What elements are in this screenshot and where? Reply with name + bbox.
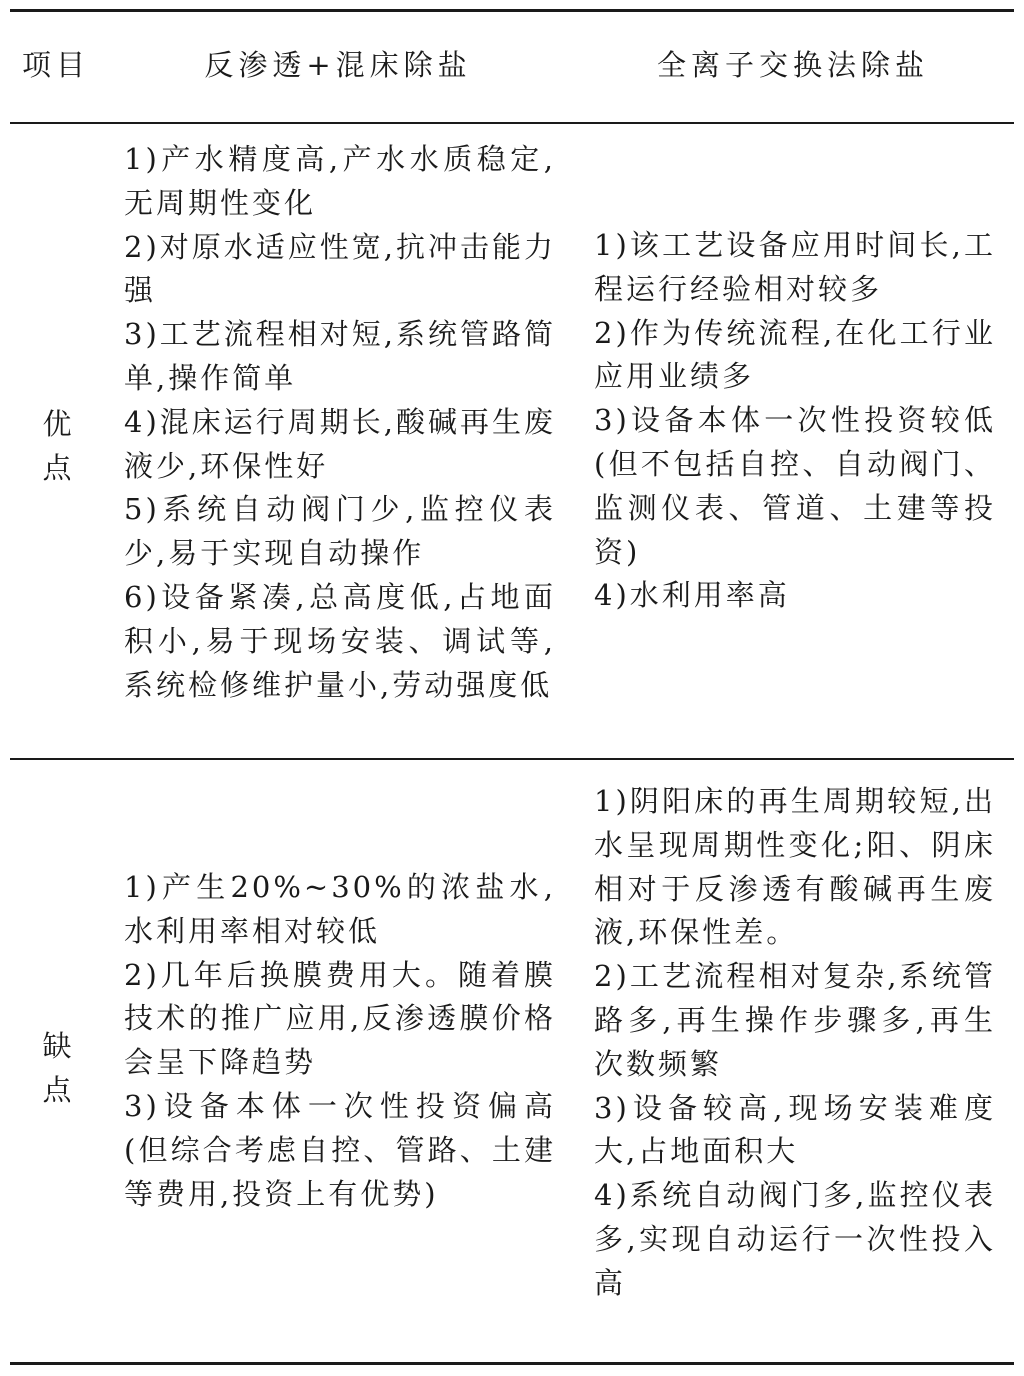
disadvantage-ro-item: 3)设备本体一次性投资偏高(但综合考虑自控、管路、土建等费用,投资上有优势) [124, 1088, 556, 1211]
header-ro-mixed-bed: 反渗透+混床除盐 [204, 48, 472, 82]
header-rule [10, 122, 1014, 124]
top-rule [10, 9, 1014, 12]
advantage-ro-item: 5)系统自动阀门少,监控仪表少,易于实现自动操作 [124, 492, 556, 571]
row-label-advantages: 优点 [42, 407, 72, 485]
advantage-ro-item: 3)工艺流程相对短,系统管路简单,操作简单 [124, 317, 556, 395]
header-item: 项目 [21, 48, 90, 82]
advantage-ix-item: 1)该工艺设备应用时间长,工程运行经验相对较多 [594, 228, 996, 306]
advantage-ix-item: 3)设备本体一次性投资较低(但不包括自控、自动阀门、监测仪表、管道、土建等投资) [594, 403, 996, 569]
advantage-ro-item: 2)对原水适应性宽,抗冲击能力强 [124, 229, 556, 308]
disadvantage-ix-item: 4)系统自动阀门多,监控仪表多,实现自动运行一次性投入高 [594, 1178, 996, 1300]
advantage-ro-item: 4)混床运行周期长,酸碱再生废液少,环保性好 [124, 404, 556, 483]
advantage-ro-item: 1)产水精度高,产水水质稳定,无周期性变化 [124, 142, 556, 220]
disadvantage-ro-item: 1)产生20%~30%的浓盐水,水利用率相对较低 [124, 870, 556, 948]
bottom-rule [10, 1362, 1014, 1365]
disadvantage-ix-item: 2)工艺流程相对复杂,系统管路多,再生操作步骤多,再生次数频繁 [594, 959, 996, 1081]
row-label-disadvantages: 缺点 [42, 1029, 72, 1107]
advantage-ro-item: 6)设备紧凑,总高度低,占地面积小,易于现场安装、调试等,系统检修维护量小,劳动强度低 [124, 579, 556, 702]
advantage-ix-item: 4)水利用率高 [594, 578, 790, 613]
row-divider-rule [10, 758, 1014, 760]
disadvantage-ro-item: 2)几年后换膜费用大。随着膜技术的推广应用,反渗透膜价格会呈下降趋势 [124, 957, 556, 1080]
advantage-ix-item: 2)作为传统流程,在化工行业应用业绩多 [594, 315, 996, 394]
disadvantage-ix-item: 1)阴阳床的再生周期较短,出水呈现周期性变化;阳、阴床相对于反渗透有酸碱再生废液,环保性差。 [594, 784, 996, 950]
disadvantages-ro-cell [124, 866, 556, 1216]
disadvantage-ix-item: 3)设备较高,现场安装难度大,占地面积大 [594, 1090, 996, 1169]
advantages-ix-cell [594, 224, 996, 618]
disadvantages-ix-cell [594, 780, 996, 1306]
header-ion-exchange: 全离子交换法除盐 [656, 48, 929, 82]
advantages-ro-cell [124, 138, 556, 707]
